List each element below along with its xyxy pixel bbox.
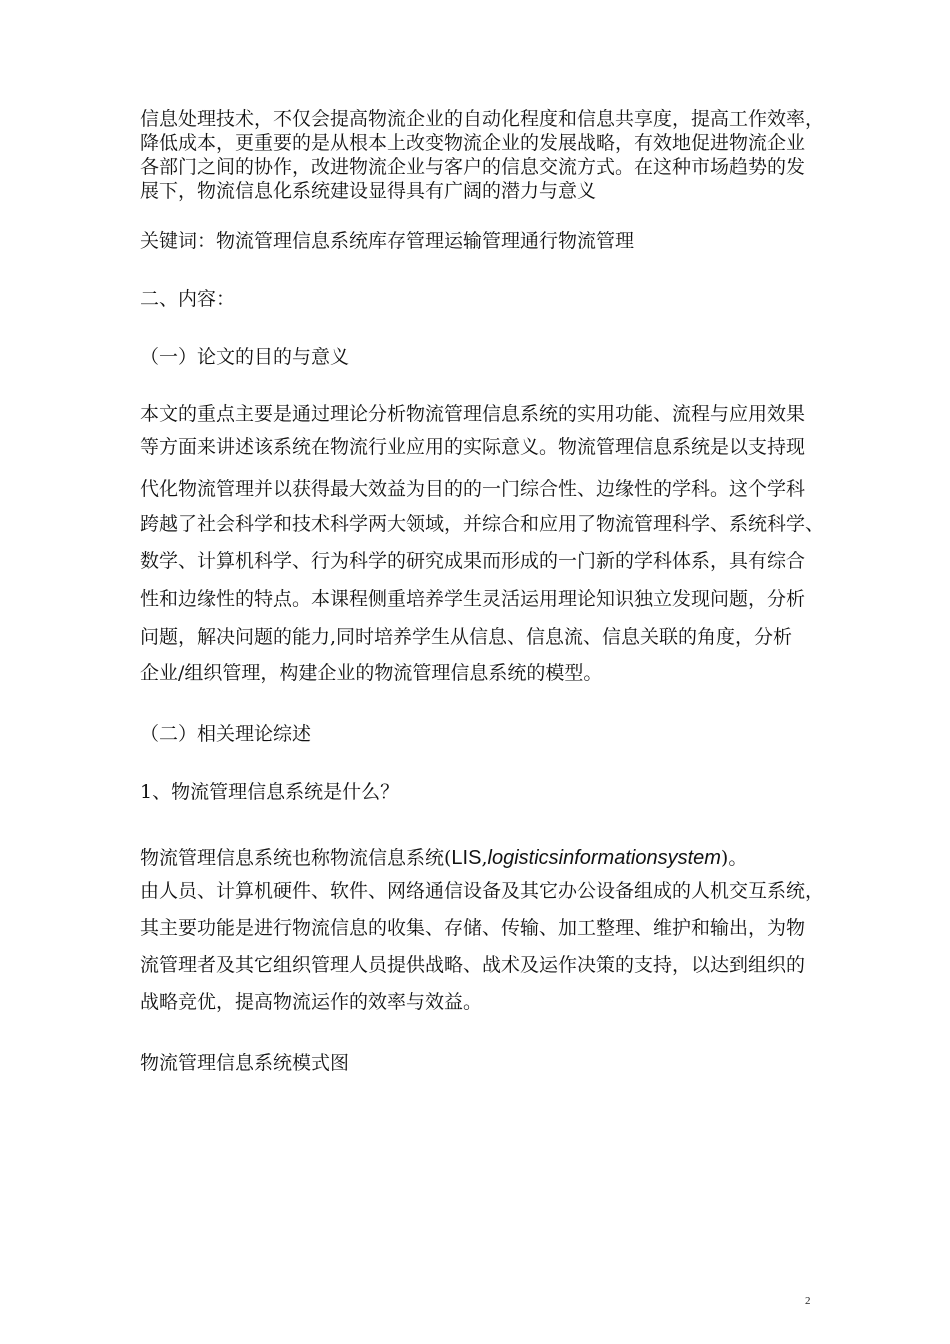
intro-line-3: 各部门之间的协作，改进物流企业与客户的信息交流方式。在这种市场趋势的发 — [140, 156, 806, 178]
intro-line-4: 展下，物流信息化系统建设显得具有广阔的潜力与意义 — [140, 180, 597, 202]
keywords: 关键词：物流管理信息系统库存管理运输管理通行物流管理 — [140, 230, 635, 252]
subsection-one-line-5: 数学、计算机科学、行为科学的研究成果而形成的一门新的学科体系，具有综合 — [140, 550, 806, 572]
lis-english-term: logisticsinformationsystem — [487, 847, 721, 869]
definition-body-line-3: 流管理者及其它组织管理人员提供战略、战术及运作决策的支持，以达到组织的 — [140, 954, 806, 976]
subsection-one-line-3: 代化物流管理并以获得最大效益为目的的一门综合性、边缘性的学科。这个学科 — [140, 478, 806, 500]
lis-abbreviation: LIS — [451, 847, 482, 869]
definition-body-line-1: 由人员、计算机硬件、软件、网络通信设备及其它办公设备组成的人机交互系统， — [140, 880, 825, 902]
page-number: 2 — [805, 1295, 811, 1307]
definition-line — [140, 845, 747, 871]
subsection-one-line-6: 性和边缘性的特点。本课程侧重培养学生灵活运用理论知识独立发现问题，分析 — [140, 588, 806, 610]
subsection-one-line-8: 企业/组织管理，构建企业的物流管理信息系统的模型。 — [140, 662, 603, 684]
definition-body-line-2: 其主要功能是进行物流信息的收集、存储、传输、加工整理、维护和输出，为物 — [140, 917, 806, 939]
intro-line-2: 降低成本，更重要的是从根本上改变物流企业的发展战略，有效地促进物流企业 — [140, 132, 806, 154]
definition-body-line-4: 战略竞优，提高物流运作的效率与效益。 — [140, 991, 483, 1013]
figure-caption: 物流管理信息系统模式图 — [140, 1052, 350, 1074]
subsection-two-heading: （二）相关理论综述 — [140, 723, 312, 745]
definition-suffix: )。 — [720, 847, 748, 869]
subsection-one-line-4: 跨越了社会科学和技术科学两大领域，并综合和应用了物流管理科学、系统科学、 — [140, 513, 825, 535]
definition-prefix: 物流管理信息系统也称物流信息系统( — [140, 847, 452, 869]
definition-separator: , — [481, 847, 488, 869]
subsection-one-line-7: 问题，解决问题的能力,同时培养学生从信息、信息流、信息关联的角度，分析 — [140, 626, 793, 648]
intro-line-1: 信息处理技术，不仅会提高物流企业的自动化程度和信息共享度，提高工作效率， — [140, 108, 825, 130]
subsection-one-line-1: 本文的重点主要是通过理论分析物流管理信息系统的实用功能、流程与应用效果 — [140, 403, 806, 425]
section-two-heading: 二、内容： — [140, 288, 236, 310]
subsection-one-heading: （一）论文的目的与意义 — [140, 346, 350, 368]
question-heading: 1、物流管理信息系统是什么？ — [140, 781, 400, 803]
subsection-one-line-2: 等方面来讲述该系统在物流行业应用的实际意义。物流管理信息系统是以支持现 — [140, 436, 806, 458]
